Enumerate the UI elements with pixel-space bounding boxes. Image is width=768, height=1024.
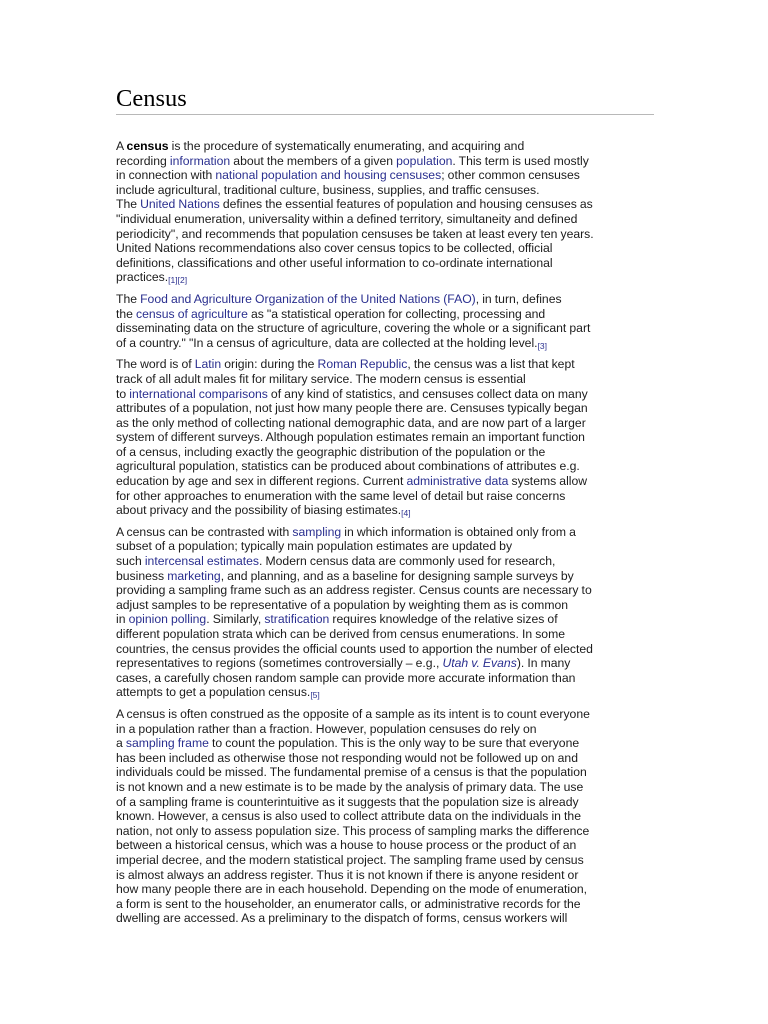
text-run: to (116, 386, 130, 401)
article-link[interactable]: Latin (194, 357, 222, 372)
text-line (116, 882, 654, 897)
text-line (116, 554, 654, 569)
text-run: education by age and sex in different regions. Current (116, 474, 407, 489)
text-line (116, 707, 654, 722)
text-line (116, 357, 654, 372)
text-run: track of all adult males fit for military service. The modern census is essential (116, 371, 526, 386)
text-line (116, 372, 654, 387)
text-run: cases, a carefully chosen random sample can provide more accurate information than (116, 670, 576, 685)
article-link[interactable]: information (169, 153, 231, 168)
text-line (116, 656, 654, 671)
text-run: systems allow (508, 474, 588, 489)
citation-ref (401, 508, 410, 518)
citation-ref (538, 341, 547, 351)
text-line (116, 642, 654, 657)
text-line (116, 445, 654, 460)
paragraph (116, 707, 654, 926)
text-run: countries, the census provides the official counts used to apportion the number of elected (116, 641, 593, 656)
text-line (116, 780, 654, 795)
text-line (116, 809, 654, 824)
citation-ref (310, 690, 319, 700)
text-line (116, 503, 654, 519)
text-run: representatives to regions (sometimes controversially – e.g., (116, 656, 443, 671)
text-line (116, 671, 654, 686)
text-run: , and planning, and as a baseline for designing sample surveys by (220, 568, 574, 583)
text-line (116, 241, 654, 256)
page-title: Census (116, 85, 187, 112)
text-run: dwelling are accessed. As a preliminary to the dispatch of forms, census workers will (116, 911, 568, 926)
article-link[interactable]: sampling (292, 524, 342, 539)
article-link[interactable]: Roman Republic (317, 357, 408, 372)
text-run: United Nations recommendations also cover census topics to be collected, official (116, 241, 553, 256)
article-link[interactable]: population (396, 153, 453, 168)
text-line (116, 489, 654, 504)
article-link[interactable]: marketing (167, 568, 221, 583)
text-run: adjust samples to be representative of a population by weighting them as is common (116, 597, 569, 612)
text-run: a (116, 736, 126, 751)
citation-ref (178, 275, 187, 285)
text-run: individuals could be missed. The fundamental premise of a census is that the population (116, 765, 587, 780)
citation-link[interactable]: [4] (401, 508, 411, 519)
text-run: requires knowledge of the relative sizes of (329, 612, 558, 627)
text-line (116, 183, 654, 198)
text-run: imperial decree, and the modern statistical project. The sampling frame used by census (116, 852, 584, 867)
text-run: , in turn, defines (475, 291, 562, 306)
article-link[interactable]: census of agriculture (136, 306, 248, 321)
text-run: . Similarly, (206, 612, 265, 627)
text-line (116, 853, 654, 868)
text-run: as the only method of collecting national demographic data, and are now part of a larger (116, 415, 586, 430)
text-run: origin: during the (221, 357, 318, 372)
text-run: how many people there are in each household. Depending on the mode of enumeration, (116, 882, 588, 897)
text-run: nation, not only to assess population size. This process of sampling marks the difference (116, 823, 590, 838)
text-run: different population strata which can be derived from census enumerations. In some (116, 627, 566, 641)
text-run: as "a statistical operation for collecting, processing and (247, 306, 546, 321)
text-run: about the members of a given (230, 153, 397, 168)
text-run: of a sampling frame is counterintuitive as it suggests that the population size is already (116, 794, 579, 809)
text-line (116, 685, 654, 701)
text-line (116, 838, 654, 853)
text-run: A (116, 139, 127, 153)
article-link[interactable]: Utah v. Evans (442, 656, 517, 671)
text-run: is not known and a new estimate is to be made by the analysis of primary data. The use (116, 779, 584, 794)
text-run: about privacy and the possibility of biasing estimates. (116, 503, 402, 518)
text-run: system of different surveys. Although population estimates remain an important function (116, 430, 585, 445)
article-link[interactable]: stratification (264, 612, 330, 627)
article-link[interactable]: intercensal estimates (144, 554, 260, 569)
text-run: a form is sent to the householder, an enumerator calls, or administrative records for the (116, 896, 581, 911)
text-run: ). In many (516, 656, 571, 671)
text-line (116, 336, 654, 352)
text-run: known. However, a census is also used to collect attribute data on the individuals in the (116, 809, 581, 824)
text-run: "individual enumeration, universality within a defined territory, simultaneity and defined (116, 211, 578, 226)
text-line (116, 765, 654, 780)
article (116, 84, 654, 932)
text-line (116, 401, 654, 416)
text-run: such (116, 554, 145, 569)
text-run: ; other common censuses (441, 168, 580, 183)
text-line (116, 525, 654, 540)
text-line (116, 270, 654, 286)
text-run: is almost always an address register. Thus it is not known if there is anyone resident or (116, 867, 579, 882)
text-run: The word is of (116, 357, 195, 372)
article-link[interactable]: Food and Agriculture Organization of the United Nations (FAO) (140, 291, 476, 306)
text-run: defines the essential features of population and housing censuses as (219, 197, 593, 212)
text-line (116, 430, 654, 445)
citation-link[interactable]: [5] (310, 690, 320, 701)
text-line (116, 459, 654, 474)
text-line (116, 569, 654, 584)
text-run: periodicity", and recommends that population censuses be taken at least every ten years. (116, 226, 594, 241)
text-run: providing a sampling frame such as an address register. Census counts are necessary to (116, 583, 592, 598)
text-run: A census is often construed as the opposite of a sample as its intent is to count everyone (116, 706, 590, 721)
text-line (116, 868, 654, 883)
text-run: business (116, 568, 168, 583)
text-line (116, 795, 654, 810)
text-run: in which information is obtained only from a (341, 524, 576, 539)
text-line (116, 292, 654, 307)
paragraph (116, 292, 654, 351)
text-line (116, 227, 654, 242)
article-link[interactable]: sampling frame (125, 736, 209, 751)
article-link[interactable]: international comparisons (129, 386, 268, 401)
text-run: subset of a population; typically main population estimates are updated by (116, 539, 513, 554)
text-run: to count the population. This is the only way to be sure that everyone (208, 736, 580, 751)
text-line (116, 583, 654, 598)
text-run: of a country." "In a census of agriculture, data are collected at the holding level. (116, 335, 538, 350)
text-line (116, 416, 654, 431)
text-run: include agricultural, traditional culture, business, supplies, and traffic censuses. (116, 182, 540, 197)
text-run: of any kind of statistics, and censuses collect data on many (267, 386, 588, 401)
text-run: The (116, 197, 141, 212)
text-line (116, 598, 654, 613)
text-run: recording (116, 153, 170, 168)
text-line (116, 539, 654, 554)
text-run: disseminating data on the structure of agriculture, covering the whole or a significant part (116, 321, 591, 336)
article-body (116, 139, 654, 926)
text-run: attributes of a population, not just how many people there are. Censuses typically began (116, 401, 588, 416)
article-link[interactable]: administrative data (406, 474, 509, 489)
text-line (116, 897, 654, 912)
text-run: definitions, classifications and other useful information to co-ordinate international (116, 255, 553, 270)
citation-link[interactable]: [1] (168, 275, 178, 286)
text-line (116, 474, 654, 489)
text-line (116, 911, 654, 926)
text-line (116, 751, 654, 766)
text-line (116, 824, 654, 839)
text-run: between a historical census, which was a house to house process or the product of an (116, 838, 577, 853)
text-run: the (116, 306, 137, 321)
text-run: is the procedure of systematically enumerating, and acquiring and (168, 139, 525, 153)
text-line (116, 197, 654, 212)
citation-link[interactable]: [2] (177, 275, 188, 286)
text-run: for other approaches to enumeration with the same level of detail but raise concerns (116, 488, 566, 503)
text-run: in connection with (116, 168, 216, 183)
text-line (116, 154, 654, 169)
article-link[interactable]: opinion polling (128, 612, 207, 627)
paragraph (116, 357, 654, 519)
article-link[interactable]: national population and housing censuses (215, 168, 442, 183)
citation-ref (168, 275, 177, 285)
text-run: has been included as otherwise those not responding would not be followed up on and (116, 750, 578, 765)
text-run: . Modern census data are commonly used for research, (259, 554, 556, 569)
text-line (116, 307, 654, 322)
bold-term: census (126, 139, 169, 153)
text-run: . This term is used mostly (452, 153, 589, 168)
text-run: in a population rather than a fraction. However, population censuses do rely on (116, 721, 537, 736)
text-line (116, 212, 654, 227)
text-line (116, 256, 654, 271)
citation-link[interactable]: [3] (537, 340, 548, 351)
text-line (116, 627, 654, 642)
text-line (116, 722, 654, 737)
paragraph (116, 139, 654, 286)
title-divider (116, 114, 654, 115)
text-run: A census can be contrasted with (116, 524, 293, 539)
text-run: in (116, 612, 129, 627)
paragraph (116, 525, 654, 701)
text-line (116, 168, 654, 183)
text-line (116, 736, 654, 751)
text-run: The (116, 291, 141, 306)
text-line (116, 321, 654, 336)
article-link[interactable]: United Nations (140, 197, 220, 212)
text-line (116, 612, 654, 627)
text-run: , the census was a list that kept (407, 357, 575, 372)
text-run: attempts to get a population census. (116, 685, 311, 700)
text-line (116, 139, 654, 154)
text-run: practices. (116, 270, 169, 285)
text-line (116, 387, 654, 402)
text-run: agricultural population, statistics can be produced about combinations of attributes e.g. (116, 459, 580, 474)
text-run: of a census, including exactly the geographic distribution of the population or the (116, 444, 546, 459)
